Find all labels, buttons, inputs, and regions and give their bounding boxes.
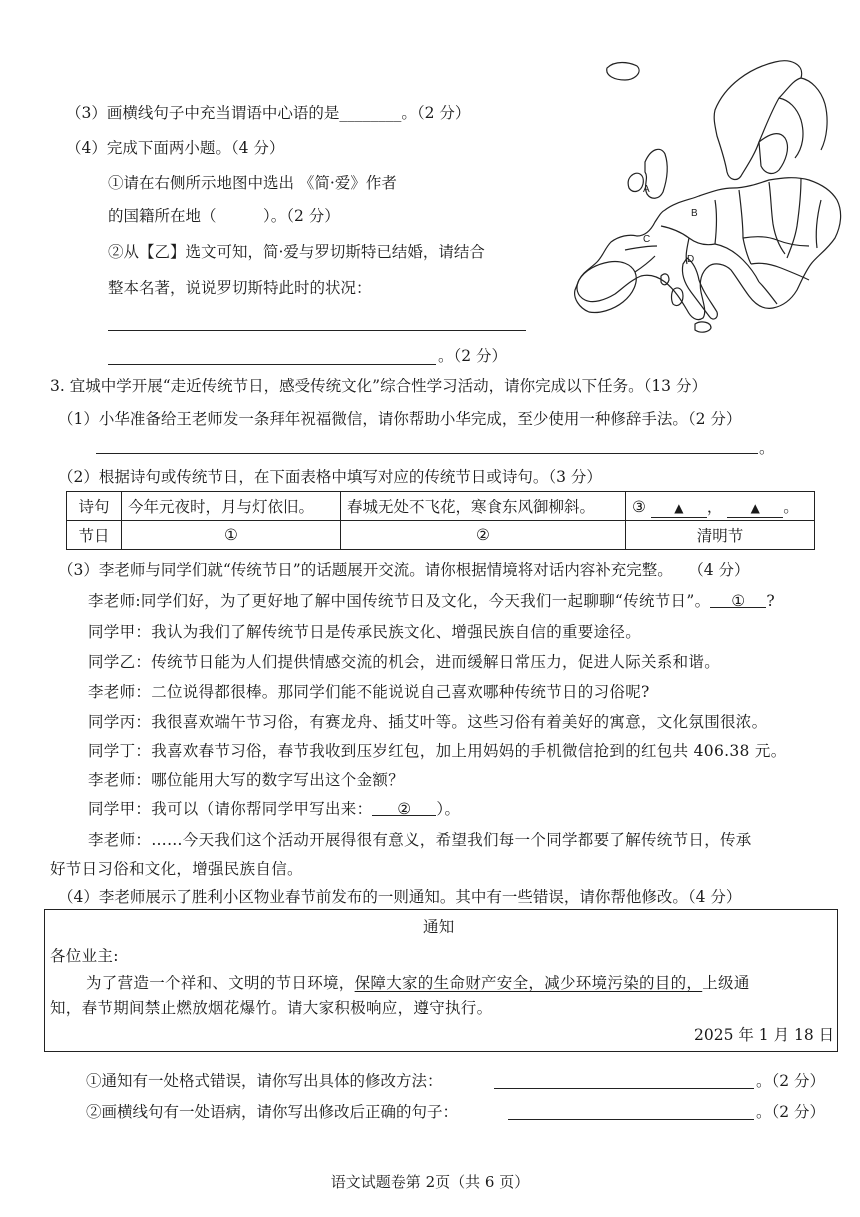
dialogue-text: 李老师:同学们好，为了更好地了解中国传统节日及文化，今天我们一起聊聊“传统节日”。 <box>88 592 711 610</box>
notice-body-line <box>86 973 750 993</box>
dialogue-line: 同学丙：我很喜欢端午节习俗，有赛龙舟、插艾叶等。这些习俗有着美好的寓意，文化氛围很浓。 <box>88 713 768 731</box>
table-cell: 清明节 <box>626 521 815 550</box>
map-label-d: D <box>687 254 695 265</box>
answer-line[interactable] <box>96 452 758 454</box>
question-item-3: （3）画横线句子中充当谓语中心语的是________。（2 分） <box>66 104 471 122</box>
map-label-a: A <box>643 184 650 195</box>
answer-line[interactable] <box>508 1118 754 1120</box>
answer-line[interactable] <box>108 363 436 365</box>
sub-question-1: ①通知有一处格式错误，请你写出具体的修改方法： <box>86 1072 443 1090</box>
table-row <box>67 492 815 521</box>
answer-blank[interactable] <box>372 799 436 816</box>
notice-title: 通知 <box>423 918 455 936</box>
notice-text: 上级通 <box>702 974 750 992</box>
answer-blank[interactable] <box>727 501 783 518</box>
dialogue-line: 好节日习俗和文化，增强民族自信。 <box>50 860 303 878</box>
notice-salutation: 各位业主: <box>50 947 119 965</box>
map-label-b: B <box>691 208 698 219</box>
question-3-title: 3. 宜城中学开展“走近传统节日，感受传统文化”综合性学习活动，请你完成以下任务。（13 分） <box>50 377 707 395</box>
answer-line[interactable] <box>108 329 526 331</box>
score-label: 。（2 分） <box>756 1103 826 1121</box>
dialogue-line <box>88 591 775 611</box>
question-item-4: （4）完成下面两小题。（4 分） <box>66 139 285 157</box>
comma: ， <box>706 497 723 516</box>
blank-number: ③ <box>632 497 646 516</box>
answer-line[interactable] <box>494 1087 754 1089</box>
table-cell-blank[interactable]: ① <box>122 521 341 550</box>
dialogue-line: 李老师：二位说得都很棒。那同学们能不能说说自己喜欢哪种传统节日的习俗呢? <box>88 683 650 701</box>
table-cell: 春城无处不飞花，寒食东风御柳斜。 <box>341 492 626 521</box>
blank-number: ① <box>731 592 746 610</box>
poem-festival-table <box>66 491 815 550</box>
table-row-header: 诗句 <box>67 492 122 521</box>
dialogue-line: 同学丁：我喜欢春节习俗，春节我收到压岁红包，加上用妈妈的手机微信抢到的红包共 406.38 元。 <box>88 742 787 760</box>
page-footer: 语文试题卷第 2页（共 6 页） <box>330 1173 530 1191</box>
triangle-icon: ▲ <box>674 500 684 515</box>
question-3-item-2: （2）根据诗句或传统节日，在下面表格中填写对应的传统节日或诗句。（3 分） <box>58 468 602 486</box>
notice-body-line: 知，春节期间禁止燃放烟花爆竹。请大家积极响应，遵守执行。 <box>50 999 493 1017</box>
answer-blank[interactable] <box>651 501 707 518</box>
notice-date: 2025 年 1 月 18 日 <box>694 1026 835 1044</box>
dialogue-text: ? <box>766 592 775 610</box>
question-3-item-1: （1）小华准备给王老师发一条拜年祝福微信，请你帮助小华完成，至少使用一种修辞手法。（2 分） <box>58 410 742 428</box>
triangle-icon: ▲ <box>750 500 760 515</box>
table-cell-blank[interactable]: ② <box>341 521 626 550</box>
sub-question-2: ②画横线句有一处语病，请你写出修改后正确的句子： <box>86 1103 459 1121</box>
dialogue-line: 同学乙：传统节日能为人们提供情感交流的机会，进而缓解日常压力，促进人际关系和谐。 <box>88 653 721 671</box>
dialogue-line: 李老师：……今天我们这个活动开展得很有意义，希望我们每一个同学都要了解传统节日，传承 <box>88 831 752 849</box>
dialogue-line: 同学甲：我认为我们了解传统节日是传承民族文化、增强民族自信的重要途径。 <box>88 623 642 641</box>
period: 。 <box>783 497 799 516</box>
score-label: 。（2 分） <box>756 1072 826 1090</box>
table-cell: 今年元夜时，月与灯依旧。 <box>122 492 341 521</box>
table-row-header: 节日 <box>67 521 122 550</box>
dialogue-line: 李老师：哪位能用大写的数字写出这个金额？ <box>88 771 405 789</box>
dialogue-line <box>88 799 460 819</box>
question-3-item-3: （3）李老师与同学们就“传统节日”的话题展开交流。请你根据情境将对话内容补充完整。 （4 分） <box>58 561 750 579</box>
map-label-c: C <box>643 234 651 245</box>
sub-question-2-line1: ②从【乙】选文可知，简·爱与罗切斯特已结婚，请结合 <box>108 243 485 261</box>
score-label: 。（2 分） <box>438 347 508 365</box>
notice-text: 为了营造一个祥和、文明的节日环境， <box>86 974 355 992</box>
answer-period: 。 <box>759 439 775 457</box>
table-row <box>67 521 815 550</box>
question-3-item-4: （4）李老师展示了胜利小区物业春节前发布的一则通知。其中有一些错误，请你帮他修改。（4 分） <box>58 888 742 906</box>
dialogue-text: ）。 <box>436 800 461 818</box>
sub-question-1-line1: ①请在右侧所示地图中选出 《简·爱》作者 <box>108 174 397 192</box>
dialogue-text: 同学甲：我可以（请你帮同学甲写出来： <box>88 800 373 818</box>
table-cell-blank[interactable] <box>626 492 815 521</box>
sub-question-1-line2: 的国籍所在地（ ）。（2 分） <box>108 207 340 225</box>
sub-question-2-line2: 整本名著，说说罗切斯特此时的状况： <box>108 279 372 297</box>
underlined-sentence: 保障大家的生命财产安全，减少环境污染的目的， <box>354 974 703 992</box>
answer-blank[interactable] <box>710 591 766 608</box>
europe-map[interactable] <box>565 50 845 350</box>
blank-number: ② <box>397 800 412 818</box>
